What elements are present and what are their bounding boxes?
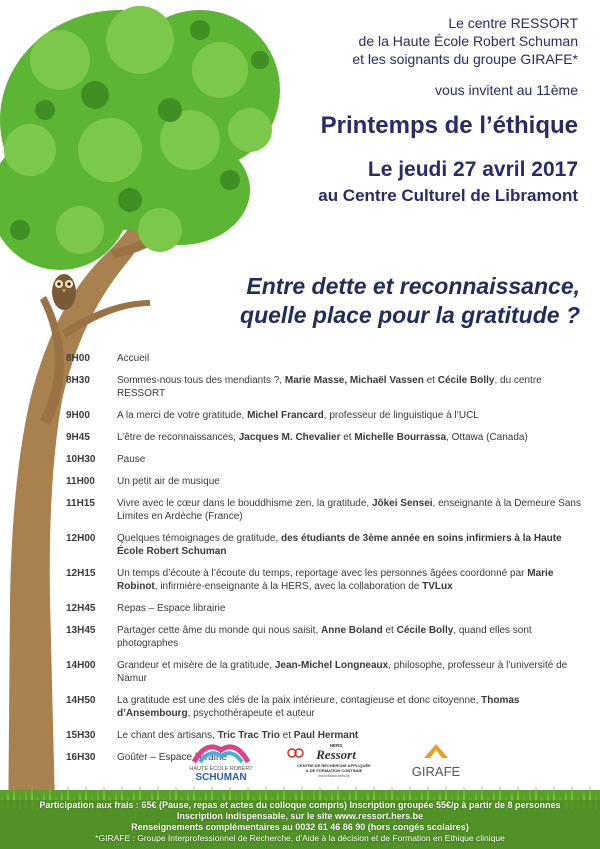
speaker-name: Marie Robinot: [117, 568, 554, 592]
schedule-row: [66, 602, 586, 615]
schedule-row: [66, 497, 586, 523]
ressort-top: HERS: [329, 743, 343, 748]
event-venue: au Centre Culturel de Libramont: [318, 186, 578, 205]
schedule-row: [66, 453, 586, 466]
schedule-row: [66, 532, 586, 558]
schedule-text: , professeur de linguistique à l’UCL: [323, 410, 479, 421]
schedule-text: , quand elles sont photographes: [117, 625, 532, 649]
schedule-time: 14H00: [66, 660, 96, 671]
schedule-text: et: [423, 375, 438, 386]
speaker-name: Jacques M. Chevalier: [238, 432, 341, 443]
speaker-name: Thomas d’Ansembourg: [117, 695, 520, 719]
schedule-time: 8H00: [66, 353, 90, 364]
footer-registration: Inscription indispensable, sur le site www.ressort.hers.be: [176, 811, 424, 821]
schedule-time: 9H45: [66, 432, 90, 443]
schedule-time: 8H30: [66, 375, 90, 386]
schedule-description: [117, 567, 586, 593]
program-schedule: [66, 352, 586, 773]
organizer-line-1: Le centre RESSORT: [448, 15, 578, 31]
speaker-name: TVLux: [422, 581, 453, 592]
ressort-logo: [284, 742, 374, 782]
schedule-row: [66, 624, 586, 650]
schedule-description: [117, 352, 586, 365]
schedule-text: Repas – Espace librairie: [117, 603, 226, 614]
schedule-time: 16H30: [66, 752, 96, 763]
schedule-description: [117, 453, 586, 466]
partner-logos: [0, 740, 600, 784]
speaker-name: Cécile Bolly: [396, 625, 454, 636]
girafe-name: GIRAFE: [411, 764, 461, 779]
speaker-name: Marie Masse, Michaël Vassen: [284, 375, 424, 386]
footer: [0, 800, 600, 844]
footer-girafe-definition: *GIRAFE : Groupe Interprofessionnel de Recherche, d’Aide à la décision et de Formation en Ethique clinique: [95, 833, 505, 843]
speaker-name: Cécile Bolly: [437, 375, 495, 386]
schuman-subtitle: HAUTE ÉCOLE ROBERT: [189, 766, 253, 772]
schedule-description: [117, 602, 586, 615]
schedule-time: 13H45: [66, 625, 96, 636]
speaker-name: Tric Trac Trio: [217, 730, 280, 741]
schedule-description: [117, 532, 586, 558]
schedule-text: Pause: [117, 454, 146, 465]
speaker-name: Michelle Bourrassa: [354, 432, 447, 443]
schedule-text: La gratitude est une des clés de la paix intérieure, contagieuse et donc citoyenne,: [117, 695, 482, 706]
theme-line-1: Entre dette et reconnaissance,: [246, 273, 580, 299]
schedule-row: [66, 431, 586, 444]
schedule-time: 10H30: [66, 454, 96, 465]
invite-text: vous invitent au 11ème: [435, 82, 578, 98]
organizer-line-3: et les soignants du groupe GIRAFE*: [352, 51, 578, 67]
schedule-description: [117, 475, 586, 488]
schedule-row: [66, 352, 586, 365]
schedule-row: [66, 374, 586, 400]
schedule-text: Goûter – Espace librairie: [117, 752, 228, 763]
schedule-text: Partager cette âme du monde qui nous saisit,: [117, 625, 322, 636]
schedule-time: 11H00: [66, 476, 95, 487]
footer-info: Renseignements complémentaires au 0032 61 46 86 90 (hors congés scolaires): [131, 822, 469, 832]
speaker-name: Michel Francard: [247, 410, 324, 421]
ressort-name: Ressort: [316, 747, 356, 762]
schedule-text: et: [340, 432, 355, 443]
theme-line-2: quelle place pour la gratitude ?: [240, 302, 580, 328]
schedule-text: et: [279, 730, 294, 741]
schedule-text: Un petit air de musique: [117, 476, 220, 487]
ressort-url: www.ressort.hers.be: [318, 774, 350, 778]
schedule-text: , du centre RESSORT: [117, 375, 542, 399]
schedule-text: Accueil: [117, 353, 150, 364]
schedule-description: [117, 409, 586, 422]
schedule-time: 12H45: [66, 603, 96, 614]
schuman-name: SCHUMAN: [195, 772, 247, 782]
schedule-row: [66, 567, 586, 593]
schedule-text: , enseignante à la Demeure Sans Limites en Ardèche (France): [117, 498, 581, 522]
ressort-sub2: & DE FORMATION CONTINUE: [305, 768, 363, 773]
speaker-name: Anne Boland: [321, 625, 383, 636]
footer-fees: Participation aux frais : 65€ (Pause, repas et actes du colloque compris) Inscription groupée 55€/p à partir de 8 personnes: [39, 800, 561, 810]
schuman-logo: [186, 740, 256, 782]
schedule-description: [117, 497, 586, 523]
event-date: Le jeudi 27 avril 2017: [367, 158, 578, 181]
schedule-text: et: [382, 625, 397, 636]
schedule-description: [117, 694, 586, 720]
schedule-text: Sommes-nous tous des mendiants ?,: [117, 375, 285, 386]
schedule-row: [66, 475, 586, 488]
speaker-name: Paul Hermant: [293, 730, 359, 741]
event-title: Printemps de l’éthique: [320, 112, 578, 139]
schedule-text: A la merci de votre gratitude,: [117, 410, 248, 421]
schedule-time: 11H15: [66, 498, 95, 509]
schedule-row: [66, 659, 586, 685]
schedule-text: , infirmière-enseignante à la HERS, avec la collaboration de: [154, 581, 423, 592]
schedule-time: 12H00: [66, 533, 96, 544]
schedule-row: [66, 409, 586, 422]
schedule-text: Un temps d’écoute à l’écoute du temps, reportage avec les personnes âgées coordonné par: [117, 568, 528, 579]
header: [318, 14, 578, 206]
speaker-name: Jean-Michel Longneaux: [274, 660, 389, 671]
event-theme: [240, 272, 580, 330]
schedule-row: [66, 694, 586, 720]
schedule-text: , psychothérapeute et auteur: [187, 708, 315, 719]
schedule-time: 15H30: [66, 730, 96, 741]
speaker-name: des étudiants de 3ème année en soins infirmiers à la Haute École Robert Schuman: [117, 533, 562, 557]
schedule-text: L’être de reconnaissances,: [117, 432, 239, 443]
schedule-text: , philosophe, professeur à l’université de Namur: [117, 660, 568, 684]
schedule-text: , Ottawa (Canada): [446, 432, 528, 443]
schedule-text: Le chant des artisans,: [117, 730, 218, 741]
speaker-name: Jôkei Sensei: [371, 498, 433, 509]
schedule-time: 9H00: [66, 410, 90, 421]
schedule-description: [117, 659, 586, 685]
schedule-text: Quelques témoignages de gratitude,: [117, 533, 281, 544]
schedule-time: 14H50: [66, 695, 96, 706]
schedule-description: [117, 624, 586, 650]
schedule-time: 12H15: [66, 568, 96, 579]
girafe-logo: [408, 740, 464, 782]
schedule-description: [117, 431, 586, 444]
ressort-sub1: CENTRE DE RECHERCHE APPLIQUÉE: [297, 763, 371, 768]
organizer-line-2: de la Haute École Robert Schuman: [358, 33, 578, 49]
schedule-text: Grandeur et misère de la gratitude,: [117, 660, 275, 671]
owl-icon: [52, 274, 76, 310]
schedule-description: [117, 374, 586, 400]
schedule-text: Vivre avec le cœur dans le bouddhisme zen, la gratitude,: [117, 498, 372, 509]
